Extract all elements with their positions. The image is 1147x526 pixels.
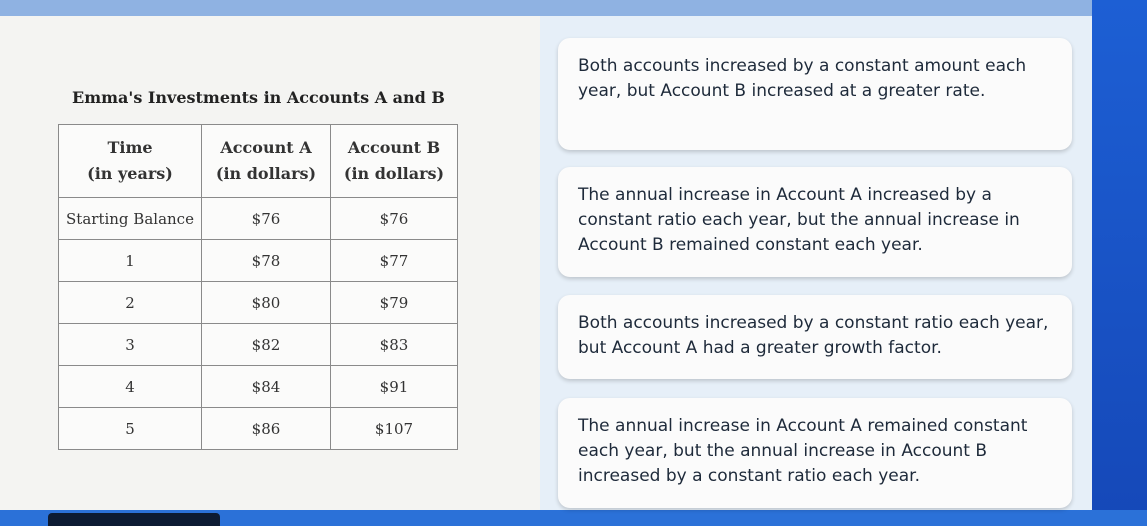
table-row [59,324,458,366]
cell-account-b: $76 [331,198,458,240]
cell-time: 1 [59,240,202,282]
answer-choice-2-text: The annual increase in Account A increased by a constant ratio each year, but the annual increase in Account B remained constant each year. [578,185,1020,255]
cell-account-b: $91 [331,366,458,408]
bottom-tab[interactable] [48,513,220,526]
cell-account-a: $86 [202,408,331,450]
cell-account-a: $84 [202,366,331,408]
answer-choice-4[interactable] [558,398,1072,508]
table-title: Emma's Investments in Accounts A and B [72,88,445,107]
answer-choice-1-text: Both accounts increased by a constant amount each year, but Account B increased at a greater rate. [578,56,1027,101]
cell-time: 3 [59,324,202,366]
answer-choice-4-text: The annual increase in Account A remained constant each year, but the annual increase in Account B increased by a constant ratio each year. [578,416,1028,486]
cell-account-a: $78 [202,240,331,282]
cell-time: 2 [59,282,202,324]
table-row [59,366,458,408]
table-row [59,282,458,324]
header-account-b-line2: (in dollars) [343,164,445,183]
cell-account-b: $79 [331,282,458,324]
header-account-a-line2: (in dollars) [215,164,317,183]
cell-account-b: $83 [331,324,458,366]
header-account-a [202,125,331,198]
table-header-row [59,125,458,198]
answer-choice-1[interactable] [558,38,1072,150]
cell-account-a: $82 [202,324,331,366]
header-time-line1: Time [107,138,153,157]
cell-time: 4 [59,366,202,408]
answer-choice-3-text: Both accounts increased by a constant ratio each year, but Account A had a greater growth factor. [578,313,1049,358]
window-edge [1092,0,1147,526]
table-row [59,198,458,240]
answer-choice-3[interactable] [558,295,1072,379]
cell-time: Starting Balance [59,198,202,240]
header-time-line2: (in years) [87,164,173,183]
cell-account-b: $107 [331,408,458,450]
cell-account-a: $80 [202,282,331,324]
cell-time: 5 [59,408,202,450]
answer-choice-2[interactable] [558,167,1072,277]
table-row [59,408,458,450]
investments-table [58,124,458,450]
cell-account-a: $76 [202,198,331,240]
header-account-a-line1: Account A [220,138,312,157]
table-row [59,240,458,282]
header-account-b-line1: Account B [347,138,441,157]
header-time [59,125,202,198]
header-account-b [331,125,458,198]
cell-account-b: $77 [331,240,458,282]
